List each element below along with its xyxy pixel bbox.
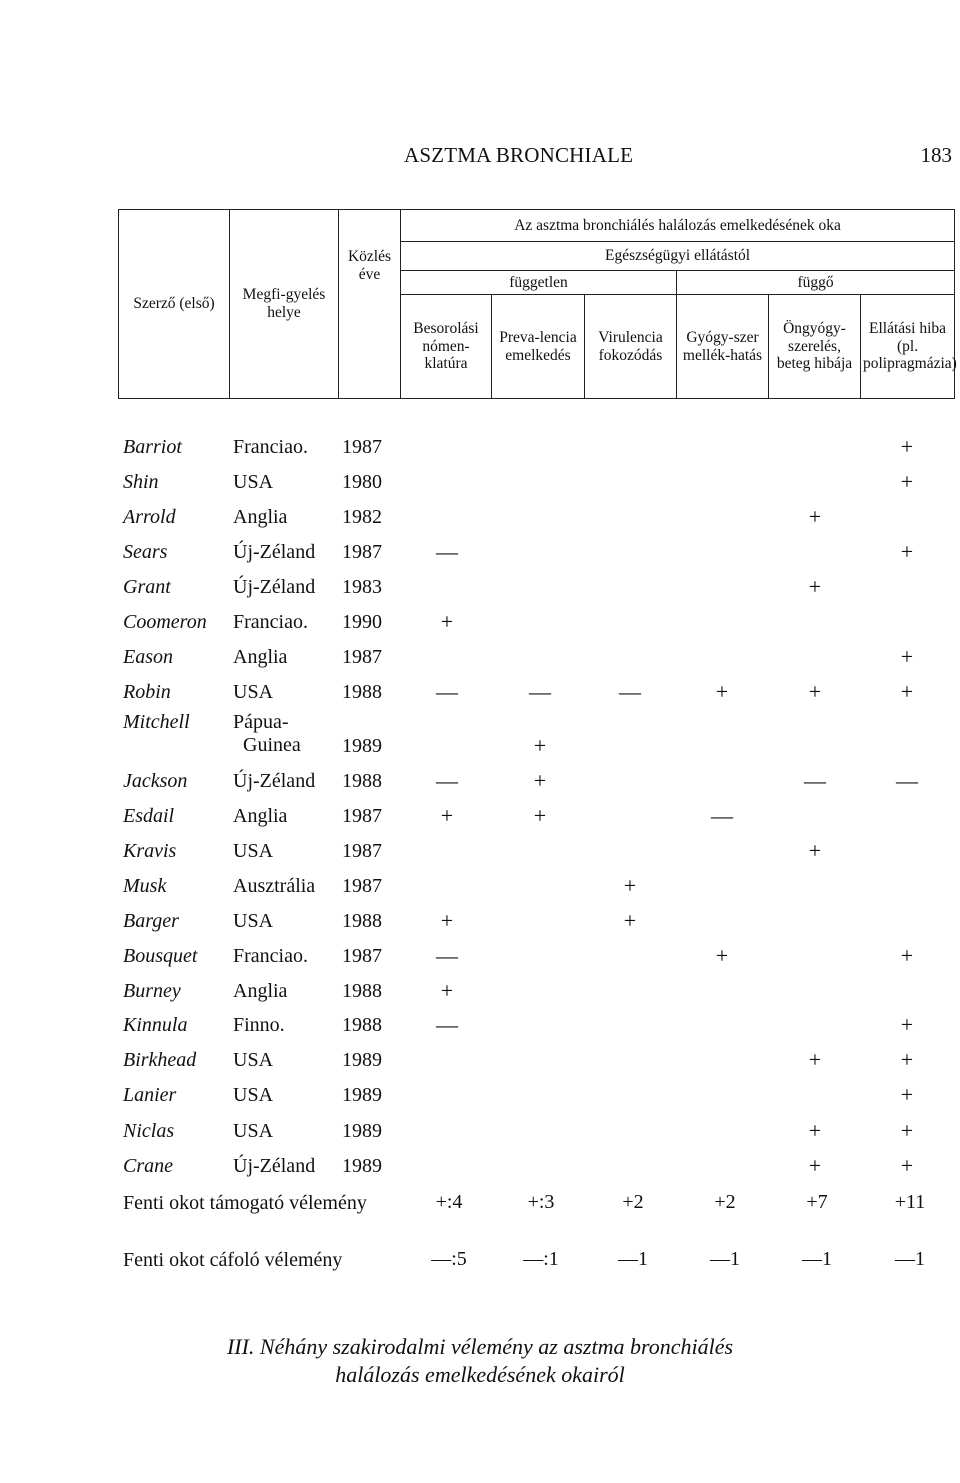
publication-year: 1982 [342,506,382,528]
author-name: Musk [123,875,167,897]
minus-mark: — [529,679,551,704]
observation-place [233,576,315,599]
observation-place [233,541,315,564]
author-name: Arrold [123,506,176,528]
publication-year: 1988 [342,681,382,703]
table-row [0,770,960,800]
observation-place [233,805,287,828]
plus-mark: + [900,1082,914,1107]
observation-place [233,1084,273,1107]
author-name: Niclas [123,1120,175,1142]
plus-mark: + [440,803,454,828]
caption-line-1: III. Néhány szakirodalmi vélemény az asztma bronchiálés [226,1334,734,1359]
table-row [0,681,960,711]
plus-mark: + [533,803,547,828]
publication-year: 1988 [342,770,382,792]
header-self-medication: Öngyógy-szerelés, beteg hibája [769,295,861,399]
observation-place [233,945,308,968]
publication-year: 1987 [342,436,382,458]
minus-mark: — [436,539,458,564]
observation-place [233,471,273,494]
plus-mark: + [440,978,454,1003]
place-line: Anglia [233,506,288,528]
summary-count: +:4 [435,1191,463,1213]
plus-mark: + [900,1118,914,1143]
plus-mark: + [808,1118,822,1143]
table-caption [0,1333,960,1389]
running-head [404,143,952,173]
table-row [0,805,960,835]
page-number: 183 [920,143,952,167]
publication-year: 1989 [342,735,382,757]
place-line: Franciao. [233,436,308,458]
author-name: Kravis [123,840,177,862]
place-line: Új-Zéland [233,576,316,598]
table-row [0,1155,960,1185]
table-row [0,945,960,975]
table-row [0,436,960,466]
author-name: Kinnula [123,1014,188,1036]
plus-mark: + [808,574,822,599]
header-author: Szerző (első) [119,210,230,399]
plus-mark: + [808,838,822,863]
publication-year: 1980 [342,471,382,493]
publication-year: 1988 [342,1014,382,1036]
summary-count: +11 [894,1191,926,1213]
observation-place [233,910,273,933]
plus-mark: + [900,644,914,669]
plus-mark: + [623,873,637,898]
publication-year: 1990 [342,611,382,633]
observation-place [233,711,301,757]
table-row [0,1014,960,1044]
publication-year: 1987 [342,541,382,563]
plus-mark: + [900,539,914,564]
summary-count: —:1 [523,1248,559,1270]
publication-year: 1987 [342,805,382,827]
plus-mark: + [900,943,914,968]
publication-year: 1989 [342,1084,382,1106]
running-title: ASZTMA BRONCHIALE [404,143,634,167]
author-name: Burney [123,980,181,1002]
plus-mark: + [900,1047,914,1072]
place-line: Anglia [233,980,288,1002]
observation-place [233,646,287,669]
place-line: Pápua- [233,711,289,733]
summary-count: —1 [618,1248,648,1270]
plus-mark: + [900,679,914,704]
observation-place [233,770,315,793]
observation-place [233,611,308,634]
observation-place [233,1155,315,1178]
header-dependent: függő [677,271,955,295]
author-name: Barriot [123,436,182,458]
table-row [0,1049,960,1079]
publication-year: 1987 [342,840,382,862]
place-line: USA [233,1120,274,1142]
plus-mark: + [440,908,454,933]
plus-mark: + [900,1153,914,1178]
publication-year: 1983 [342,576,382,598]
table-row [0,646,960,676]
plus-mark: + [808,1047,822,1072]
author-name: Mitchell [123,711,190,733]
table-row [0,611,960,641]
place-line: Franciao. [233,611,308,633]
summary-count: —1 [895,1248,925,1270]
minus-mark: — [619,679,641,704]
author-name: Robin [123,681,171,703]
summary-count: —1 [710,1248,740,1270]
caption-line-2: halálozás emelkedésének okairól [335,1362,625,1387]
plus-mark: + [715,679,729,704]
header-independent: független [401,271,677,295]
header-care-error: Ellátási hiba (pl. polipragmázia) [861,295,955,399]
minus-mark: — [436,768,458,793]
summary-count: +2 [622,1191,644,1213]
header-prevalence: Preva-lencia emelkedés [492,295,585,399]
place-line: USA [233,1084,274,1106]
place-line: Anglia [233,646,288,668]
place-line: USA [233,840,274,862]
plus-mark: + [900,1012,914,1037]
place-line: USA [233,681,274,703]
place-line: Új-Zéland [233,541,316,563]
summary-count: —:5 [431,1248,467,1270]
observation-place [233,875,315,898]
summary-label: Fenti okot cáfoló vélemény [123,1249,343,1271]
author-name: Lanier [123,1084,177,1106]
place-line-2: Guinea [243,734,301,756]
plus-mark: + [533,733,547,758]
minus-mark: — [436,679,458,704]
publication-year: 1989 [342,1155,382,1177]
author-name: Grant [123,576,171,598]
table-row [0,910,960,940]
table-row [0,980,960,1010]
plus-mark: + [900,469,914,494]
author-name: Bousquet [123,945,198,967]
summary-count: +:3 [527,1191,555,1213]
minus-mark: — [896,768,918,793]
place-line: USA [233,471,274,493]
summary-label: Fenti okot támogató vélemény [123,1192,367,1214]
plus-mark: + [623,908,637,933]
author-name: Sears [123,541,168,563]
observation-place [233,506,287,529]
place-line: USA [233,1049,274,1071]
place-line: Új-Zéland [233,1155,316,1177]
plus-mark: + [533,768,547,793]
table-row [0,1084,960,1114]
author-name: Crane [123,1155,173,1177]
observation-place [233,980,287,1003]
summary-count: +2 [714,1191,736,1213]
author-name: Jackson [123,770,188,792]
author-name: Eason [123,646,173,668]
publication-year: 1988 [342,980,382,1002]
table-row [0,576,960,606]
table-row [0,541,960,571]
table-header [118,209,955,399]
publication-year: 1987 [342,875,382,897]
table-row [0,471,960,501]
header-drug-side-effect: Gyógy-szer mellék-hatás [677,295,769,399]
author-name: Barger [123,910,179,932]
table-row [0,875,960,905]
observation-place [233,1049,273,1072]
author-name: Esdail [123,805,175,827]
publication-year: 1989 [342,1120,382,1142]
observation-place [233,1120,273,1143]
table-row [0,840,960,870]
place-line: USA [233,910,274,932]
plus-mark: + [900,434,914,459]
header-virulence: Virulencia fokozódás [585,295,677,399]
summary-count: +7 [806,1191,828,1213]
header-place: Megfi-gyelés helye [230,210,339,399]
author-name: Shin [123,471,159,493]
publication-year: 1987 [342,646,382,668]
place-line: Franciao. [233,945,308,967]
place-line: Finno. [233,1014,285,1036]
table-row [0,1120,960,1150]
author-name: Birkhead [123,1049,197,1071]
summary-count: —1 [802,1248,832,1270]
observation-place [233,436,308,459]
observation-place [233,840,273,863]
minus-mark: — [804,768,826,793]
header-cause: Az asztma bronchiálés halálozás emelkedésének oka [401,210,955,242]
header-classification: Besorolási nómen-klatúra [401,295,492,399]
author-name: Coomeron [123,611,207,633]
place-line: Új-Zéland [233,770,316,792]
minus-mark: — [711,803,733,828]
publication-year: 1987 [342,945,382,967]
plus-mark: + [808,679,822,704]
plus-mark: + [440,609,454,634]
observation-place [233,1014,285,1037]
plus-mark: + [808,504,822,529]
place-line: Anglia [233,805,288,827]
observation-place [233,681,273,704]
plus-mark: + [808,1153,822,1178]
header-year: Közlés éve [339,210,401,399]
header-healthcare: Egészségügyi ellátástól [401,242,955,271]
publication-year: 1988 [342,910,382,932]
place-line: Ausztrália [233,875,316,897]
table-row [0,506,960,536]
publication-year: 1989 [342,1049,382,1071]
minus-mark: — [436,1012,458,1037]
table-row [0,711,960,758]
plus-mark: + [715,943,729,968]
minus-mark: — [436,943,458,968]
